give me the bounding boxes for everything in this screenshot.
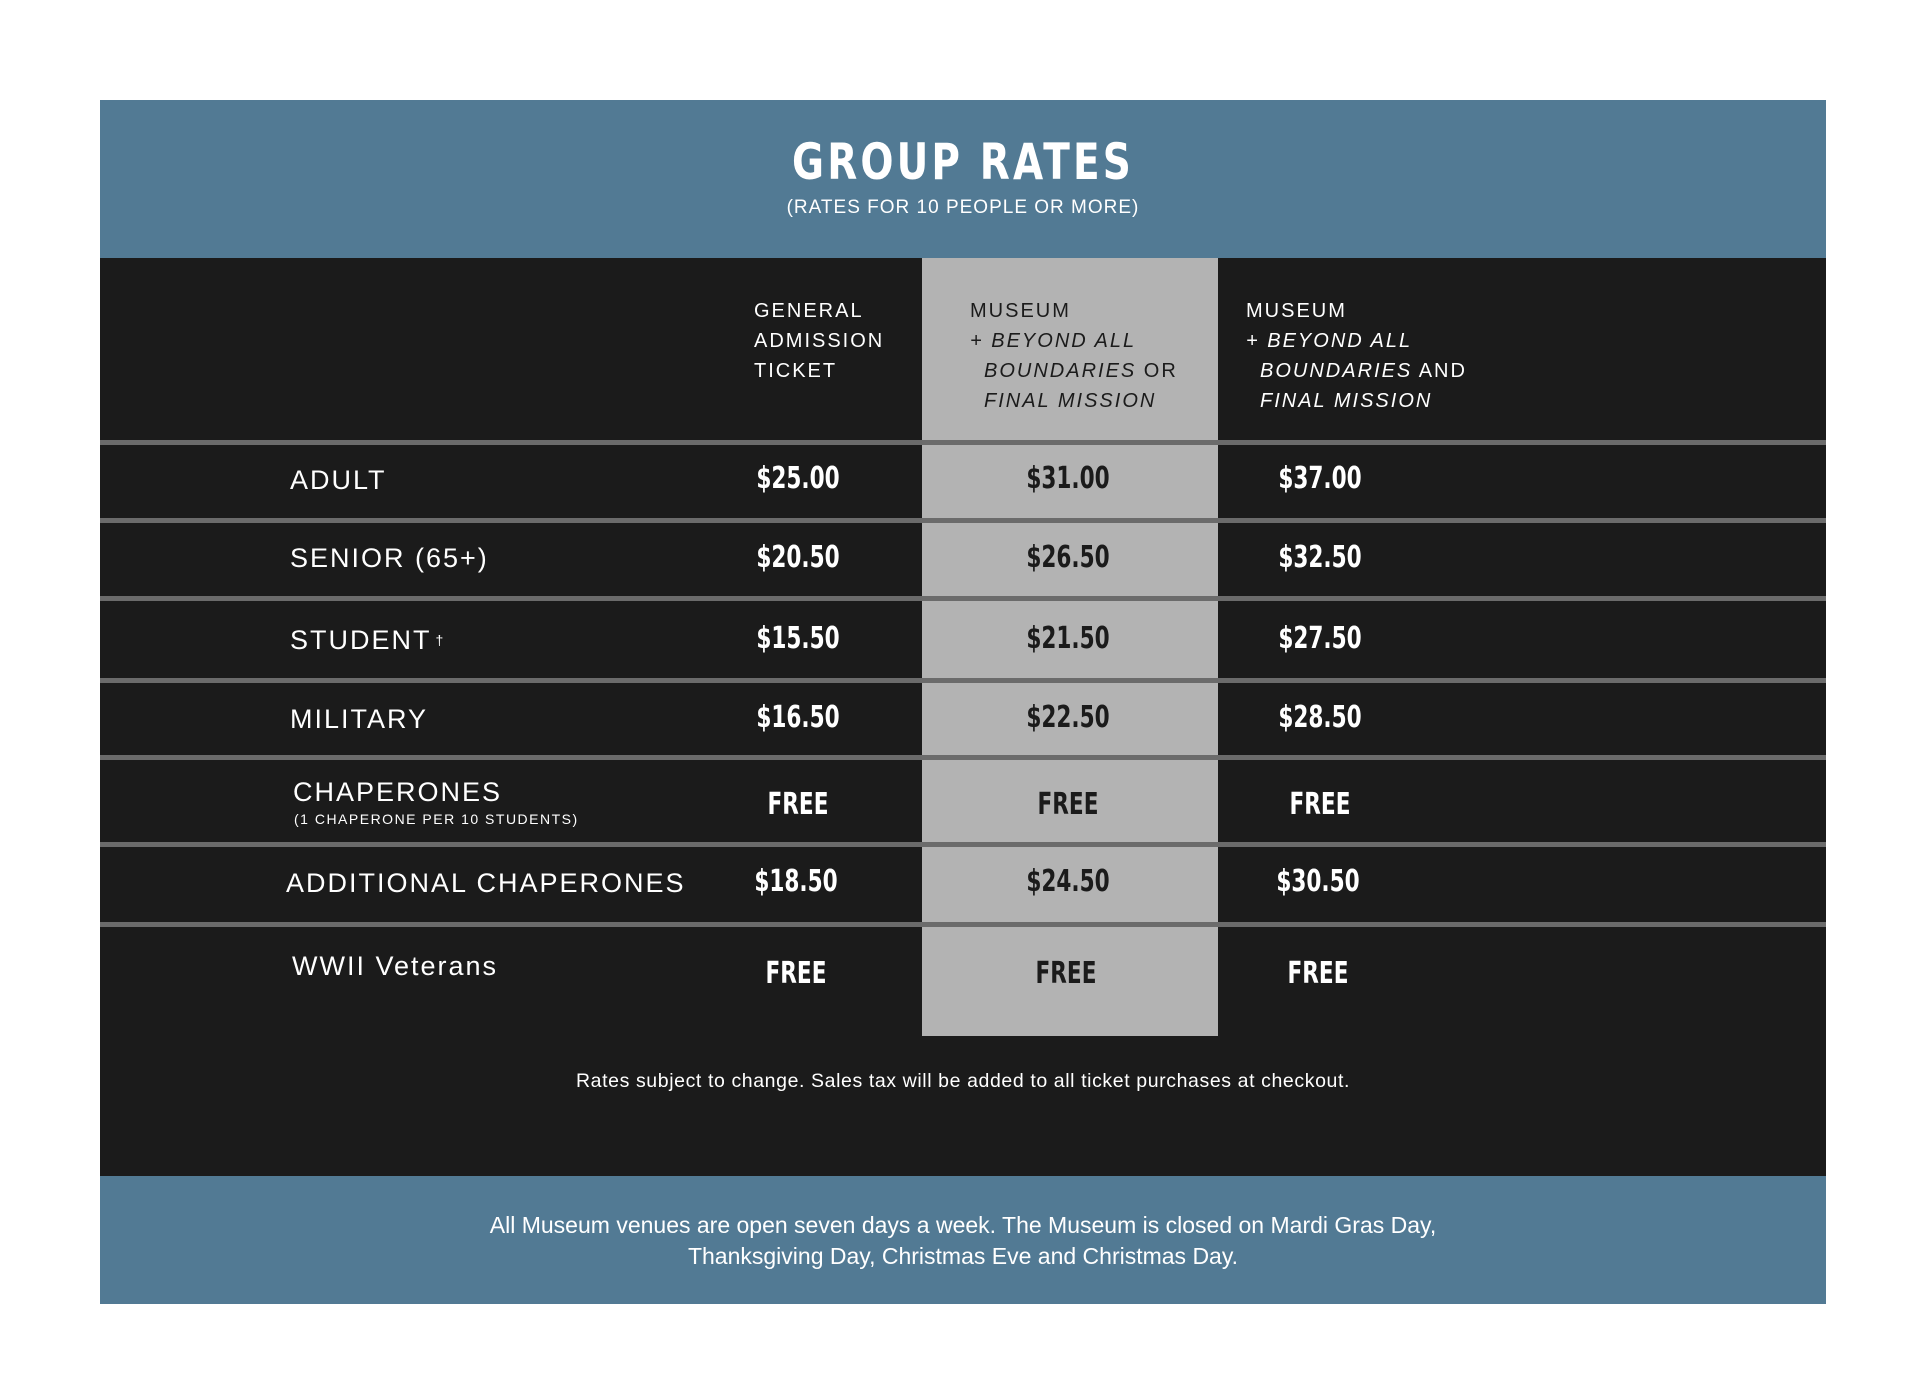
row-label-chaperones: CHAPERONES: [293, 777, 503, 807]
column-header-line: + BEYOND ALL: [1246, 330, 1413, 352]
price-cell: FREE: [1289, 787, 1351, 822]
page-title: GROUP RATES: [792, 133, 1134, 191]
row-separator: [100, 755, 1826, 760]
price-cell: $24.50: [1026, 864, 1110, 899]
price-cell: FREE: [1035, 956, 1097, 991]
price-cell: $22.50: [1026, 700, 1110, 735]
row-label-student: [290, 624, 445, 656]
price-cell: $26.50: [1026, 540, 1110, 575]
row-label-text: STUDENT: [290, 625, 432, 655]
column-header-line: TICKET: [754, 360, 838, 382]
column-header-line: FINAL MISSION: [1260, 390, 1433, 412]
column-header-line: ADMISSION: [754, 330, 885, 352]
row-separator: [100, 518, 1826, 523]
row-separator: [100, 440, 1826, 445]
price-cell: $32.50: [1278, 540, 1362, 575]
footer-line: All Museum venues are open seven days a week. The Museum is closed on Mardi Gras Day,: [489, 1212, 1437, 1238]
price-cell: $37.00: [1278, 461, 1362, 496]
column-header-line: BOUNDARIES: [1260, 360, 1413, 382]
row-label-additional-chaperones: ADDITIONAL CHAPERONES: [286, 868, 686, 898]
row-label-adult: ADULT: [290, 465, 387, 495]
row-separator: [100, 922, 1826, 927]
price-cell: $27.50: [1278, 621, 1362, 656]
column-header-museum-and: [1246, 296, 1467, 416]
price-cell: $30.50: [1276, 864, 1360, 899]
row-label-military: MILITARY: [290, 704, 429, 734]
price-cell: $25.00: [756, 461, 840, 496]
price-cell: FREE: [765, 956, 827, 991]
price-cell: $21.50: [1026, 621, 1110, 656]
row-label-senior: SENIOR (65+): [290, 543, 489, 573]
column-header-line: AND: [1412, 360, 1467, 382]
price-cell: $20.50: [756, 540, 840, 575]
rates-disclaimer: Rates subject to change. Sales tax will be added to all ticket purchases at checkout.: [576, 1070, 1350, 1092]
price-cell: FREE: [767, 787, 829, 822]
page-subtitle: (RATES FOR 10 PEOPLE OR MORE): [786, 197, 1140, 218]
column-header-line: BOUNDARIES: [984, 360, 1137, 382]
group-rates-header: [100, 100, 1826, 258]
price-cell: $28.50: [1278, 700, 1362, 735]
dagger-footnote-mark: †: [435, 632, 446, 648]
row-sublabel-chaperones: (1 CHAPERONE PER 10 STUDENTS): [294, 811, 579, 827]
row-label-wwii-veterans: WWII Veterans: [292, 951, 499, 981]
row-separator: [100, 596, 1826, 601]
column-header-line: MUSEUM: [1246, 300, 1347, 322]
row-separator: [100, 842, 1826, 847]
column-header-line: FINAL MISSION: [984, 390, 1157, 412]
column-header-museum-or: [970, 296, 1178, 416]
column-header-line: MUSEUM: [970, 300, 1071, 322]
hours-footer: [100, 1176, 1826, 1304]
column-header-general-admission: [754, 296, 884, 386]
group-rates-card: [100, 100, 1826, 1304]
column-header-line: GENERAL: [754, 300, 864, 322]
price-cell: FREE: [1287, 956, 1349, 991]
rates-table: [100, 258, 1826, 1176]
price-cell: $15.50: [756, 621, 840, 656]
footer-line: Thanksgiving Day, Christmas Eve and Christmas Day.: [687, 1243, 1239, 1269]
price-cell: $31.00: [1026, 461, 1110, 496]
price-cell: $18.50: [754, 864, 838, 899]
column-header-line: OR: [1136, 360, 1178, 382]
row-separator: [100, 678, 1826, 683]
footer-text: [100, 1210, 1826, 1272]
price-cell: $16.50: [756, 700, 840, 735]
price-cell: FREE: [1037, 787, 1099, 822]
column-header-line: + BEYOND ALL: [970, 330, 1137, 352]
